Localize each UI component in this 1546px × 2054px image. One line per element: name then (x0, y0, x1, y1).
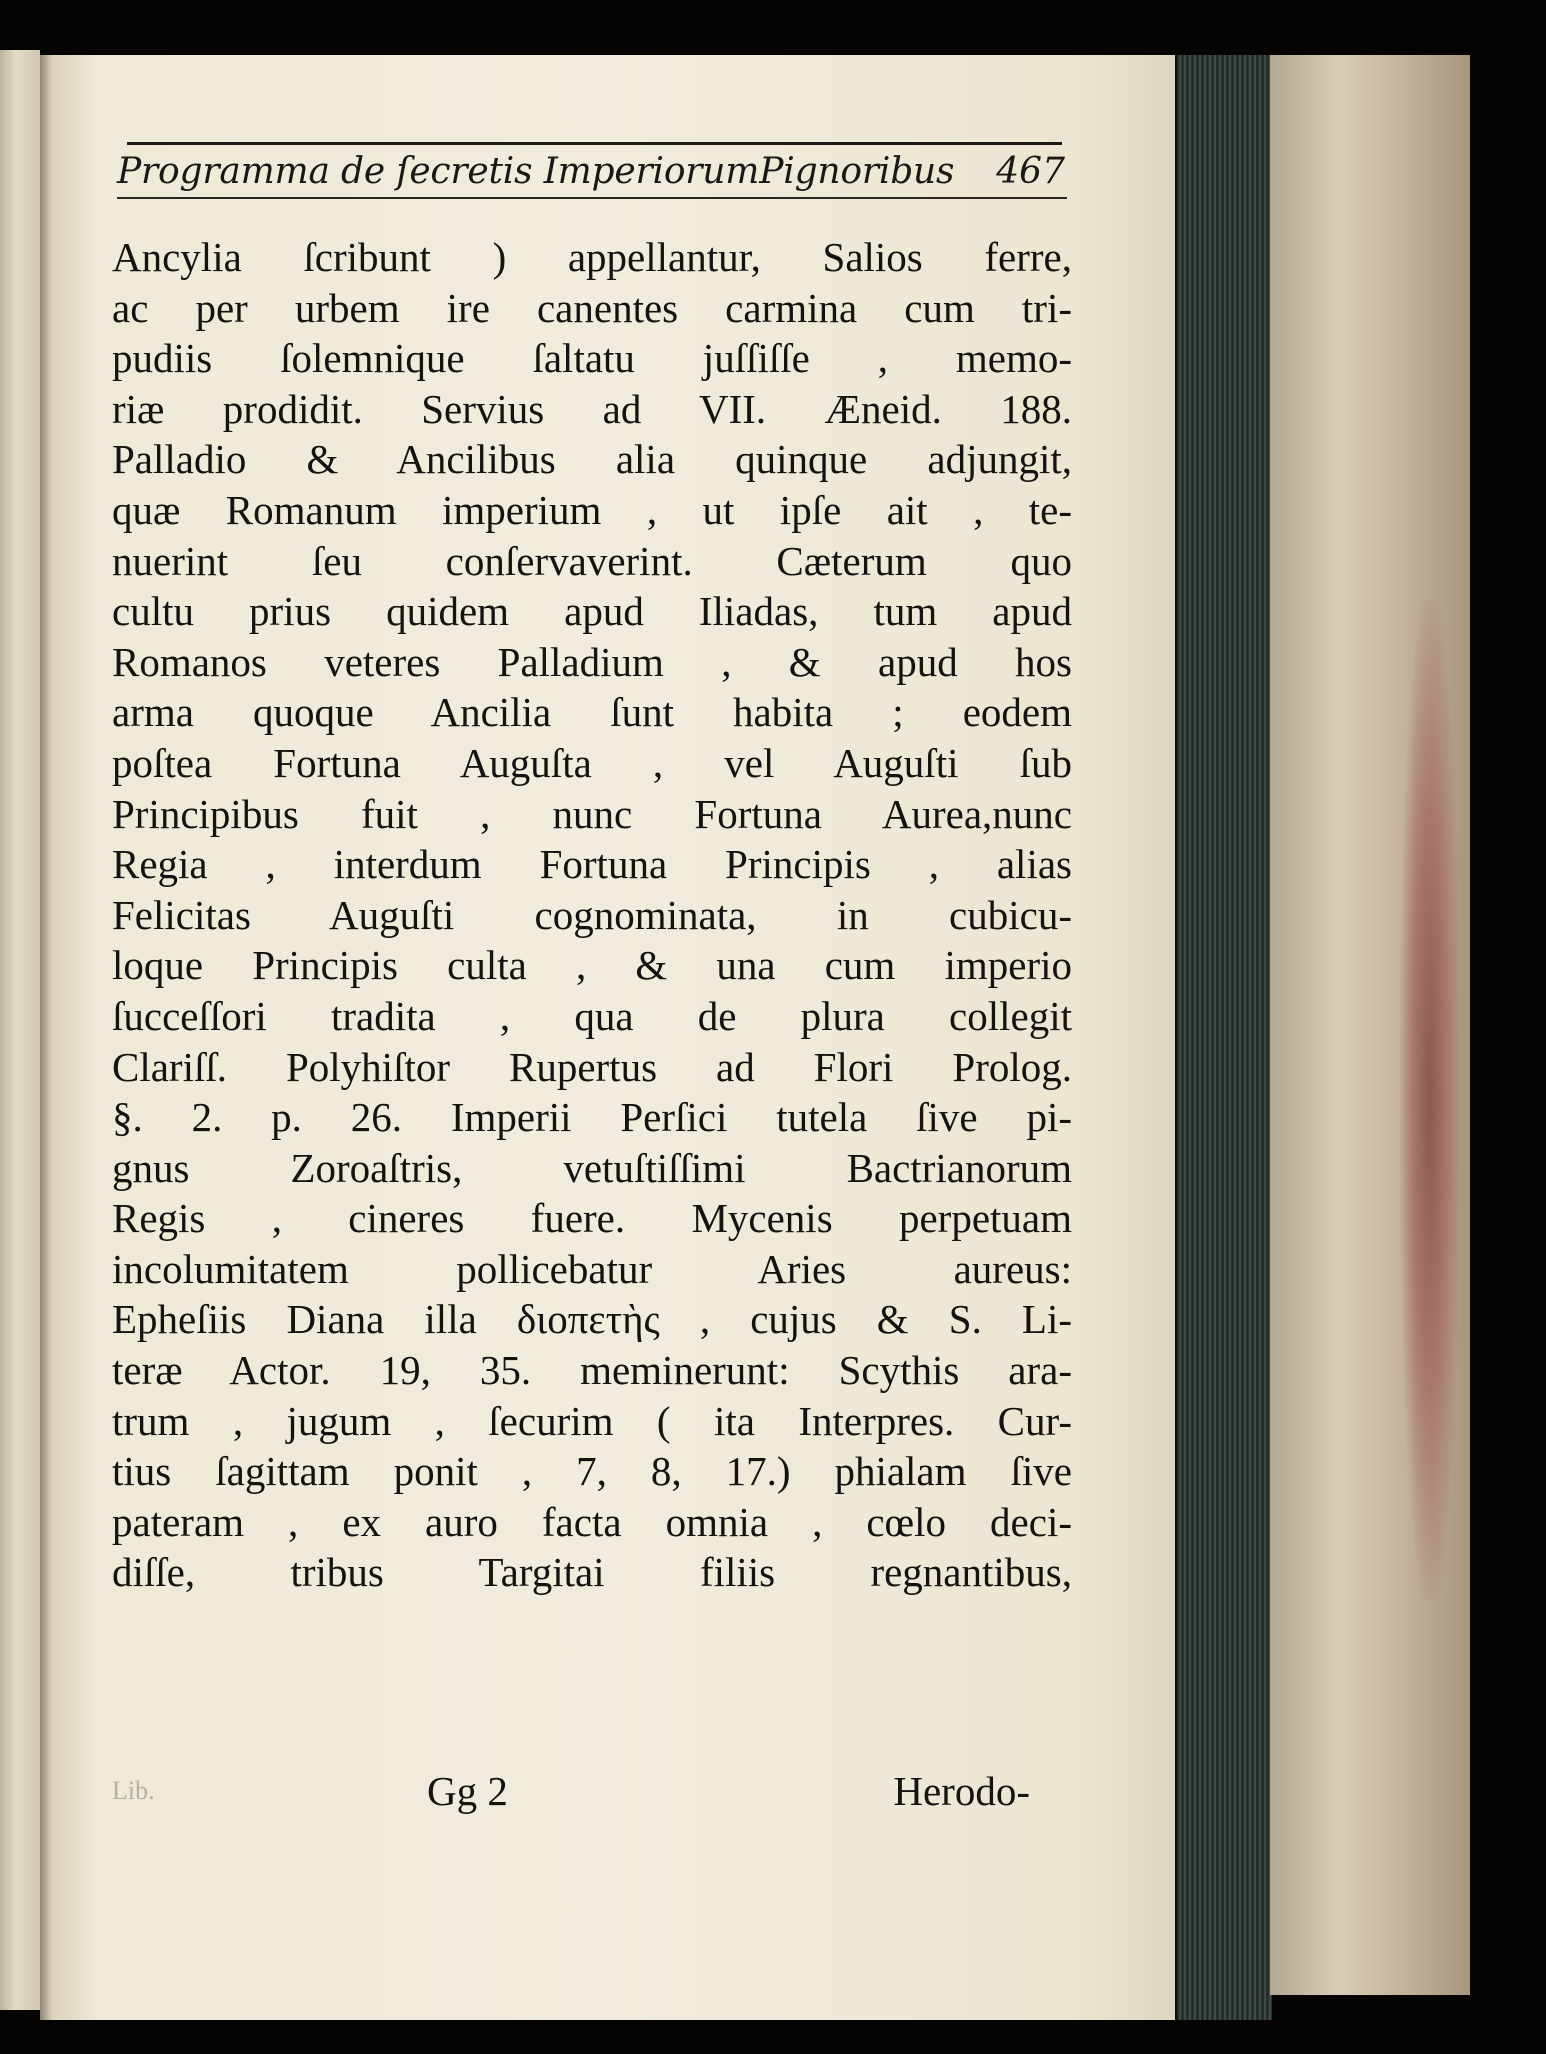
text-line: Ancylia ſcribunt ) appellantur, Salios ferre, (112, 234, 1072, 280)
page-block-edges (1175, 55, 1272, 2020)
text-line: trum , jugum , ſecurim ( ita Interpres. Cur- (112, 1397, 1072, 1444)
text-line: teræ Actor. 19, 35. meminerunt: Scythis ara- (112, 1347, 1072, 1394)
text-line: quæ Romanum imperium , ut ipſe ait , te- (112, 486, 1072, 533)
text-line: pudiis ſolemnique ſaltatu juſſiſſe , memo- (112, 335, 1072, 382)
running-title: Programma de ſecretis ImperiorumPignoribus (117, 151, 955, 192)
page-number: 467 (996, 151, 1065, 192)
text-line: Palladio & Ancilibus alia quinque adjungit, (112, 436, 1072, 483)
header-rule (117, 197, 1067, 199)
text-line: tius ſagittam ponit , 7, 8, 17.) phialam ſive (112, 1448, 1072, 1495)
text-line: gnus Zoroaſtris, vetuſtiſſimi Bactrianorum (112, 1144, 1072, 1191)
text-line: nuerint ſeu conſervaverint. Cæterum quo (112, 537, 1072, 584)
text-line: Clariſſ. Polyhiſtor Rupertus ad Flori Prolog. (112, 1043, 1072, 1090)
text-line: arma quoque Ancilia ſunt habita ; eodem (112, 689, 1072, 736)
running-header (117, 148, 1077, 202)
handwritten-note: Lib. (112, 1776, 155, 1805)
text-line: ſucceſſori tradita , qua de plura collegit (112, 992, 1072, 1039)
page-footer (112, 1765, 1072, 1817)
catchword: Herodo- (893, 1768, 1030, 1814)
text-line: Felicitas Auguſti cognominata, in cubicu- (112, 891, 1072, 938)
text-line: cultu prius quidem apud Iliadas, tum apud (112, 588, 1072, 635)
text-line: diſſe, tribus Targitai filiis regnantibus, (112, 1549, 1072, 1596)
body-text (112, 232, 1072, 1598)
text-line: Romanos veteres Palladium , & apud hos (112, 638, 1072, 685)
text-line: Epheſiis Diana illa διοπετὴς , cujus & S. Li- (112, 1296, 1072, 1343)
facing-page-edge (0, 50, 40, 2010)
text-line: Regis , cineres fuere. Mycenis perpetuam (112, 1195, 1072, 1242)
text-line: poſtea Fortuna Auguſta , vel Auguſti ſub (112, 739, 1072, 786)
text-line: pateram , ex auro facta omnia , cœlo deci- (112, 1498, 1072, 1545)
header-top-rule (127, 142, 1062, 145)
text-line: Principibus fuit , nunc Fortuna Aurea,nunc (112, 790, 1072, 837)
text-line: riæ prodidit. Servius ad VII. Æneid. 188. (112, 385, 1072, 432)
text-line: §. 2. p. 26. Imperii Perſici tutela ſive pi- (112, 1094, 1072, 1141)
page-gutter-shadow (40, 55, 52, 2020)
cover-stain (1400, 600, 1460, 1600)
signature-mark: Gg 2 (427, 1768, 508, 1814)
text-line: incolumitatem pollicebatur Aries aureus: (112, 1245, 1072, 1292)
text-line: ac per urbem ire canentes carmina cum tri- (112, 284, 1072, 331)
text-line: loque Principis culta , & una cum imperio (112, 942, 1072, 989)
text-line: Regia , interdum Fortuna Principis , alias (112, 841, 1072, 888)
